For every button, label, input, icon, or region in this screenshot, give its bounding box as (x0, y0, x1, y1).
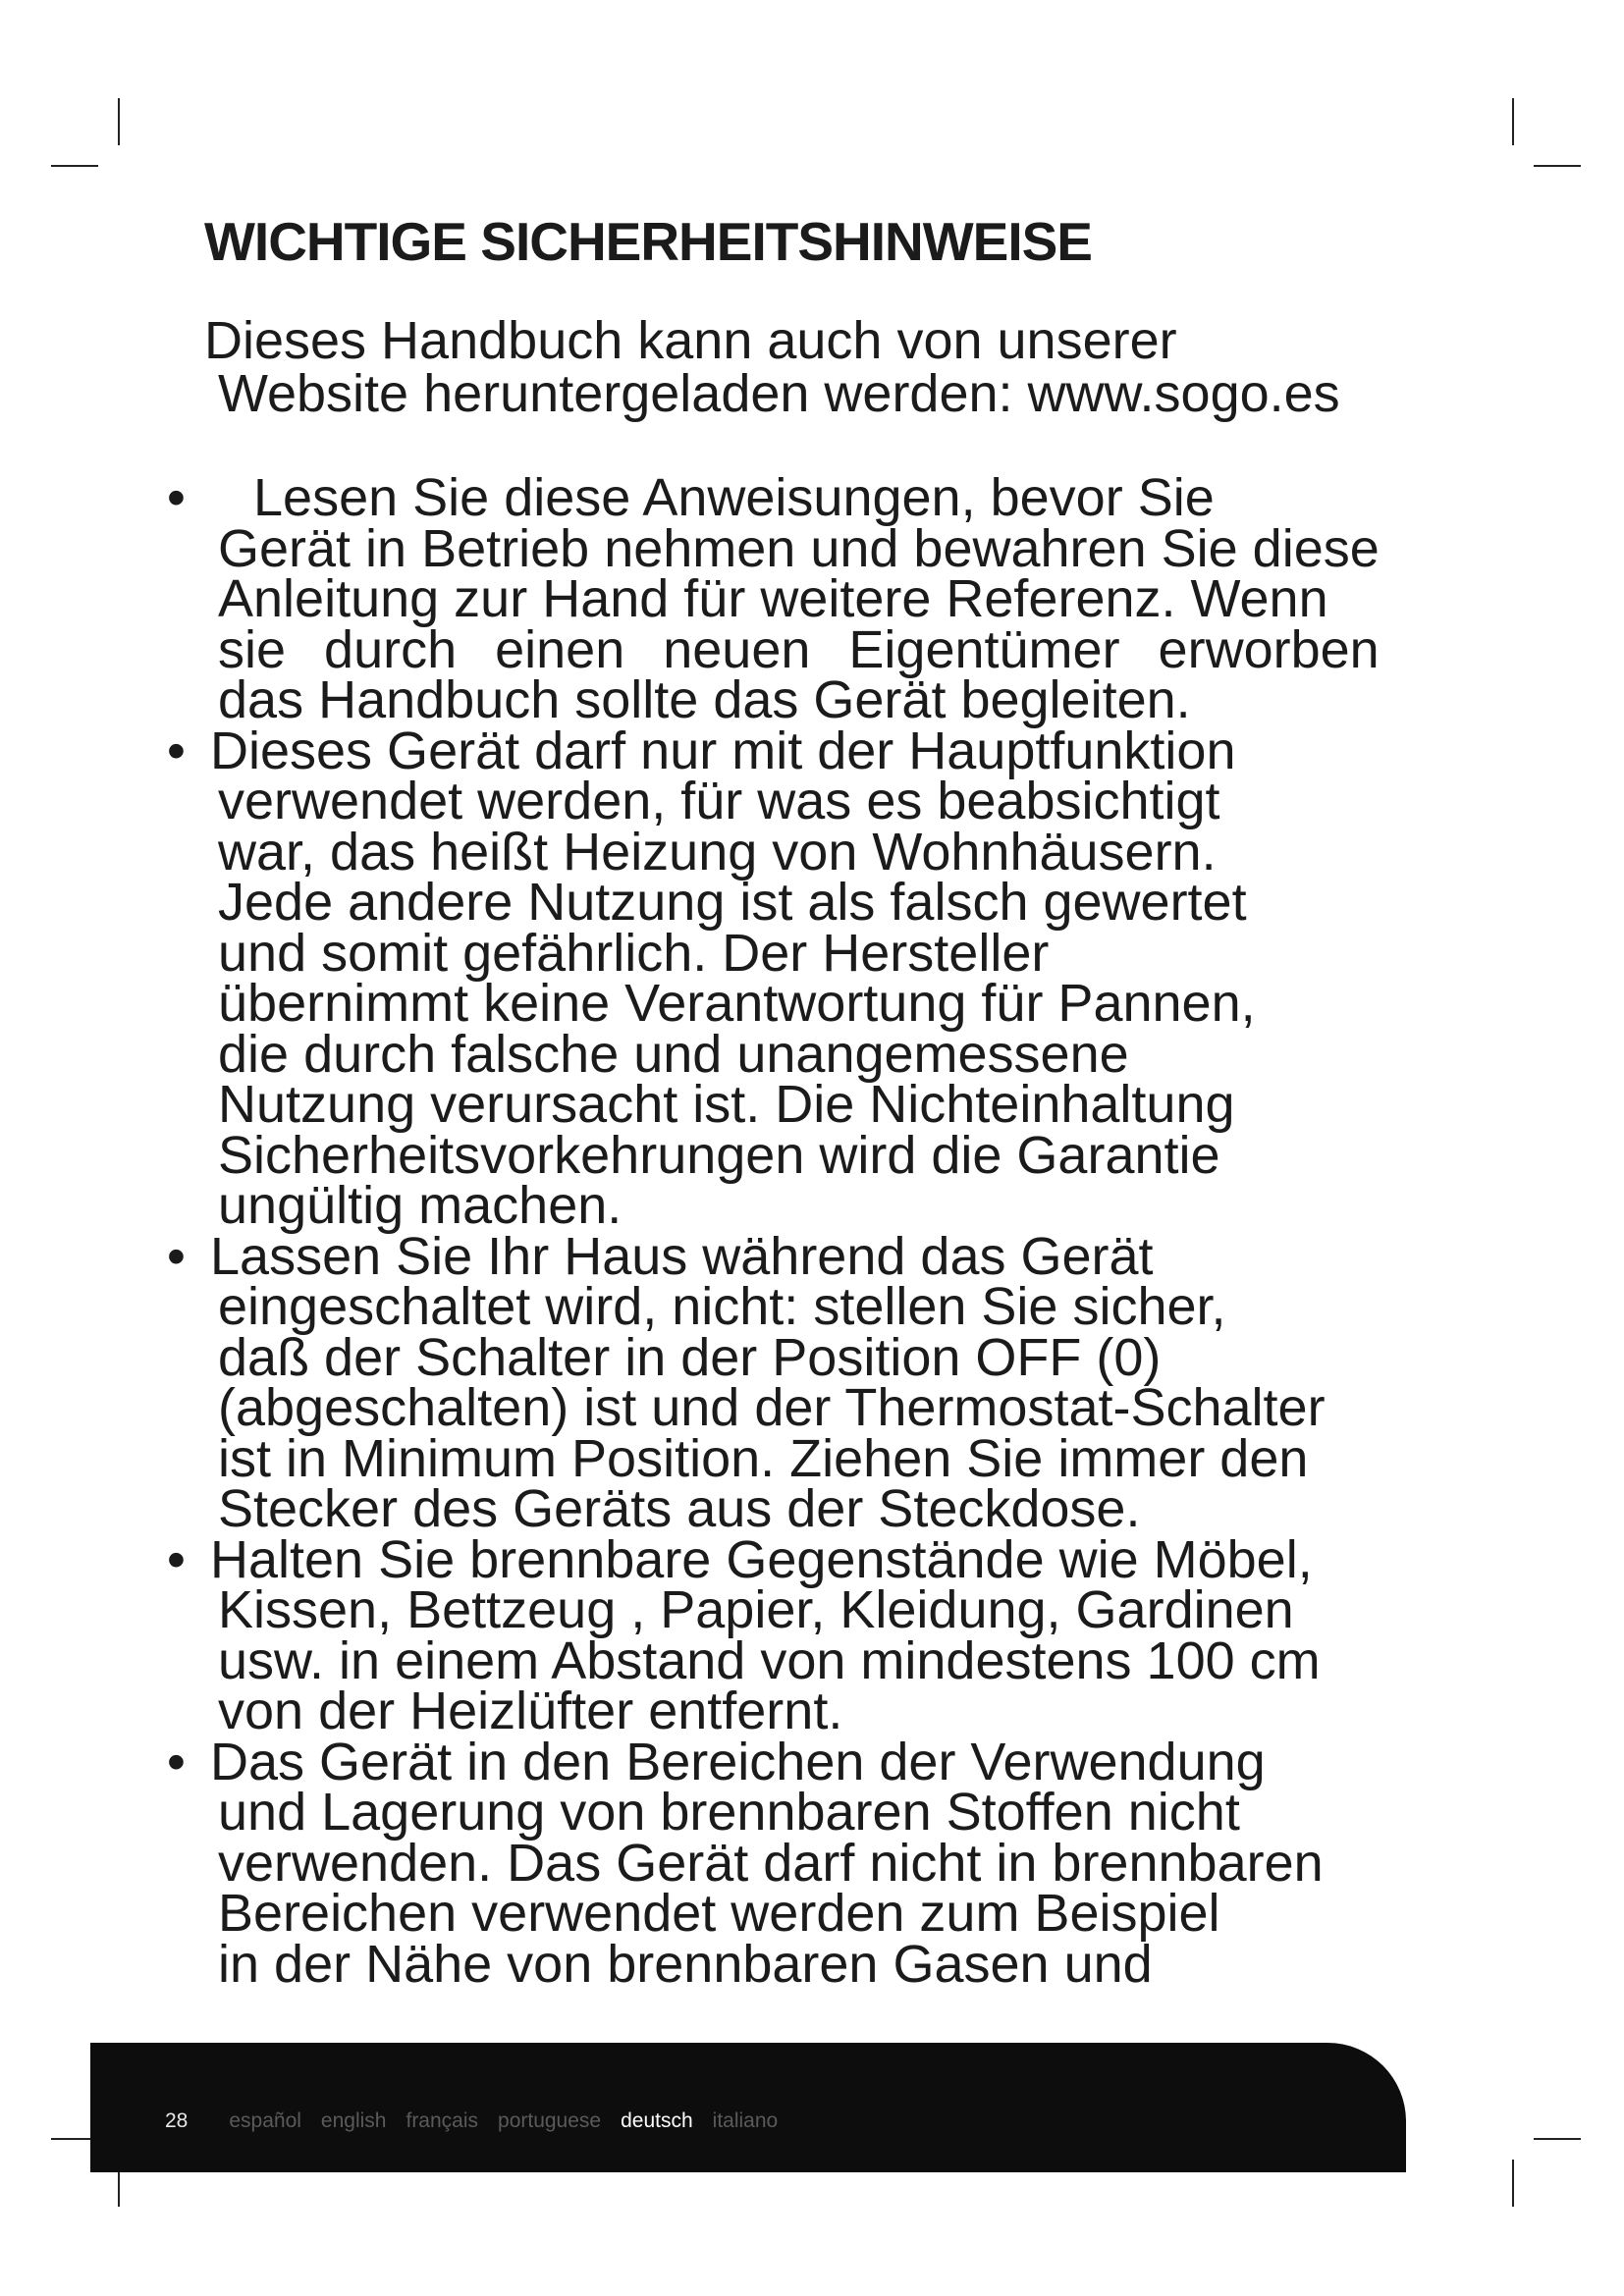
instruction-line: Stecker des Geräts aus der Steckdose. (218, 1479, 1141, 1538)
instruction-line: eingeschaltet wird, nicht: stellen Sie sicher, (218, 1277, 1226, 1336)
crop-mark (118, 98, 120, 145)
safety-instruction (167, 1226, 1561, 1538)
instruction-line: die durch falsche und unangemessene (218, 1024, 1129, 1084)
crop-mark (1534, 2138, 1581, 2140)
crop-mark (1534, 165, 1581, 167)
safety-instructions-list (167, 468, 1561, 1994)
bullet-icon: • (167, 468, 186, 527)
instruction-line: in der Nähe von brennbaren Gasen und (218, 1934, 1153, 1994)
language-espanol: español (229, 2109, 301, 2132)
instruction-line: daß der Schalter in der Position OFF (0) (218, 1327, 1162, 1387)
instruction-line: übernimmt keine Verantwortung für Pannen, (218, 974, 1256, 1033)
bullet-icon: • (167, 1226, 186, 1286)
page-title: WICHTIGE SICHERHEITSHINWEISE (204, 211, 1092, 272)
instruction-line: Jede andere Nutzung ist als falsch gewertet (218, 873, 1247, 932)
instruction-line: Kissen, Bettzeug , Papier, Kleidung, Gardinen (218, 1580, 1294, 1639)
crop-mark (1512, 2160, 1514, 2207)
intro-line-2: Website heruntergeladen werden: www.sogo.es (218, 364, 1340, 423)
safety-instruction (167, 468, 1561, 729)
instruction-line: (abgeschalten) ist und der Thermostat-Schalter (218, 1378, 1326, 1437)
intro-line-1: Dieses Handbuch kann auch von unserer (204, 311, 1177, 370)
instruction-line: ist in Minimum Position. Ziehen Sie immer den (218, 1428, 1309, 1488)
instruction-line: und Lagerung von brennbaren Stoffen nicht (218, 1783, 1240, 1842)
intro-text (204, 311, 1340, 423)
instruction-line: Lassen Sie Ihr Haus während das Gerät (210, 1226, 1154, 1286)
instruction-line: Dieses Gerät darf nur mit der Hauptfunktion (210, 721, 1236, 780)
page-number: 28 (165, 2109, 189, 2132)
instruction-line: Halten Sie brennbare Gegenstände wie Möbel, (210, 1529, 1313, 1589)
instruction-line: Nutzung verursacht ist. Die Nichteinhaltung (218, 1075, 1235, 1134)
instruction-line: war, das heißt Heizung von Wohnhäusern. (218, 822, 1217, 881)
instruction-line: ungültig machen. (218, 1176, 623, 1235)
word: Sie (412, 468, 490, 527)
instruction-line: und somit gefährlich. Der Hersteller (218, 923, 1050, 983)
instruction-line: Gerät in Betrieb nehmen und bewahren Sie diese (218, 518, 1380, 578)
crop-mark (1512, 98, 1514, 145)
bullet-icon: • (167, 1529, 186, 1589)
language-francais: français (406, 2109, 479, 2132)
instruction-line: verwenden. Das Gerät darf nicht in brennbaren (218, 1833, 1324, 1893)
instruction-line (210, 468, 1595, 527)
instruction-line: Bereichen verwendet werden zum Beispiel (218, 1884, 1220, 1943)
word: bevor (990, 468, 1123, 527)
language-english: english (320, 2109, 387, 2132)
instruction-line: sie durch einen neuen Eigentümer erworben (218, 619, 1380, 679)
instruction-line: das Handbuch sollte das Gerät begleiten. (218, 670, 1191, 729)
footer-language-bar (165, 2109, 797, 2133)
language-deutsch: deutsch (621, 2109, 693, 2132)
instruction-line: Sicherheitsvorkehrungen wird die Garantie (218, 1125, 1220, 1185)
bullet-icon: • (167, 721, 186, 780)
instruction-line: verwendet werden, für was es beabsichtigt (218, 772, 1220, 830)
instruction-line: usw. in einem Abstand von mindestens 100 cm (218, 1630, 1321, 1690)
language-portuguese: portuguese (498, 2109, 602, 2132)
crop-mark (51, 165, 98, 167)
footer-bar (90, 2043, 1406, 2172)
word: Sie (1137, 468, 1215, 527)
instruction-line: Das Gerät in den Bereichen der Verwendung (210, 1732, 1266, 1791)
instruction-line: von der Heizlüfter entfernt. (218, 1682, 843, 1740)
language-italiano: italiano (712, 2109, 779, 2132)
word: Lesen (253, 468, 399, 527)
bullet-icon: • (167, 1732, 186, 1791)
safety-instruction (167, 721, 1561, 1235)
safety-instruction (167, 1732, 1561, 1994)
instruction-line: Anleitung zur Hand für weitere Referenz. Wenn (218, 569, 1328, 628)
safety-instruction (167, 1529, 1561, 1740)
word: diese Anweisungen, (504, 468, 976, 527)
